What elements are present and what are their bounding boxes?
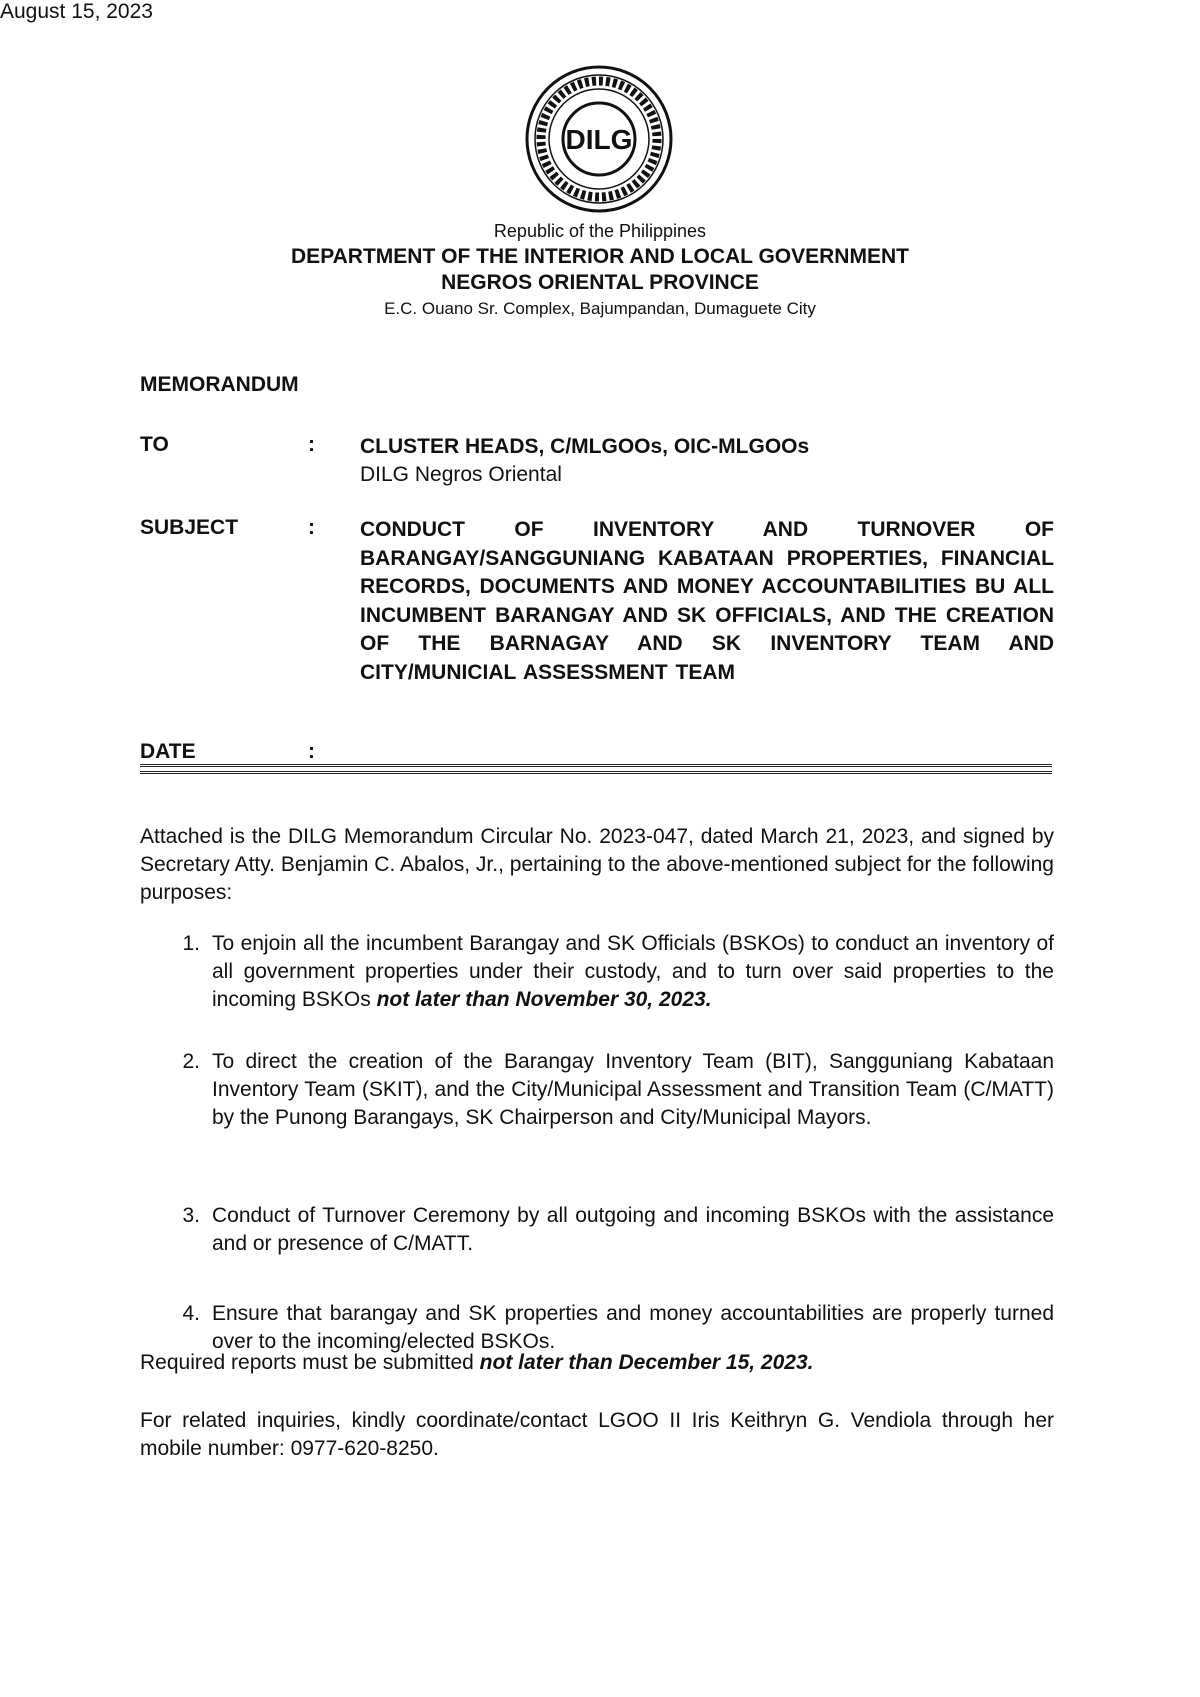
- header-divider: [140, 764, 1052, 774]
- subject-colon: :: [308, 516, 315, 539]
- to-recipients-line1: CLUSTER HEADS, C/MLGOOs, OIC-MLGOOs: [360, 435, 810, 458]
- letterhead-address: E.C. Ouano Sr. Complex, Bajumpandan, Dumaguete City: [384, 299, 816, 318]
- list-item-number: 4.: [182, 1302, 200, 1325]
- required-reports-paragraph: Required reports must be submitted not later than December 15, 2023.: [140, 1351, 814, 1374]
- list-item-number: 1.: [182, 932, 200, 955]
- to-label: TO: [140, 433, 169, 456]
- list-item-text: To enjoin all the incumbent Barangay and SK Officials (BSKOs) to conduct an inventory of all government properties under their custody, and to turn over said properties to the incoming BSKOs not later than November 30, 2023.: [212, 932, 1054, 1011]
- date-label: DATE: [140, 740, 196, 763]
- list-item-text: To direct the creation of the Barangay Inventory Team (BIT), Sangguniang Kabataan Inventory Team (SKIT), and the City/Municipal Assessment and Transition Team (C/MATT) by the Punong Barangays, SK Chairperson and City/Municipal Mayors.: [212, 1050, 1054, 1129]
- letterhead-province: NEGROS ORIENTAL PROVINCE: [441, 271, 759, 294]
- date-value: August 15, 2023: [0, 0, 153, 23]
- letterhead-department: DEPARTMENT OF THE INTERIOR AND LOCAL GOVERNMENT: [291, 245, 909, 268]
- letterhead-republic: Republic of the Philippines: [493, 221, 707, 241]
- intro-paragraph: Attached is the DILG Memorandum Circular No. 2023-047, dated March 21, 2023, and signed by Secretary Atty. Benjamin C. Abalos, Jr., pertaining to the above-mentioned subject for the following purposes:: [140, 825, 1054, 904]
- deadline-emphasis: not later than November 30, 2023.: [376, 988, 712, 1011]
- list-item-text: Conduct of Turnover Ceremony by all outgoing and incoming BSKOs with the assistance and or presence of C/MATT.: [212, 1204, 1054, 1255]
- required-deadline-emphasis: not later than December 15, 2023.: [479, 1351, 814, 1374]
- dilg-seal-logo: [524, 64, 674, 214]
- inquiry-paragraph: For related inquiries, kindly coordinate/contact LGOO II Iris Keithryn G. Vendiola through her mobile number: 0977-620-8250.: [140, 1409, 1054, 1460]
- date-colon: :: [308, 740, 315, 763]
- memo-title: MEMORANDUM: [140, 373, 299, 396]
- to-recipients-line2: DILG Negros Oriental: [360, 463, 562, 486]
- list-item-text: Ensure that barangay and SK properties and money accountabilities are properly turned over to the incoming/elected BSKOs.: [212, 1302, 1054, 1353]
- seal-text: DILG: [565, 124, 633, 155]
- list-item-number: 2.: [182, 1050, 200, 1073]
- to-recipients: [360, 433, 1054, 489]
- subject-text: CONDUCT OF INVENTORY AND TURNOVER OF BARANGAY/SANGGUNIANG KABATAAN PROPERTIES, FINANCIAL RECORDS, DOCUMENTS AND MONEY ACCOUNTABILITIES BU ALL INCUMBENT BARANGAY AND SK OFFICIALS, AND THE CREATION OF THE BARNAGAY AND SK INVENTORY TEAM AND CITY/MUNICIAL ASSESSMENT TEAM: [360, 518, 1054, 684]
- list-item-number: 3.: [182, 1204, 200, 1227]
- subject-label: SUBJECT: [140, 516, 239, 539]
- to-colon: :: [308, 433, 315, 456]
